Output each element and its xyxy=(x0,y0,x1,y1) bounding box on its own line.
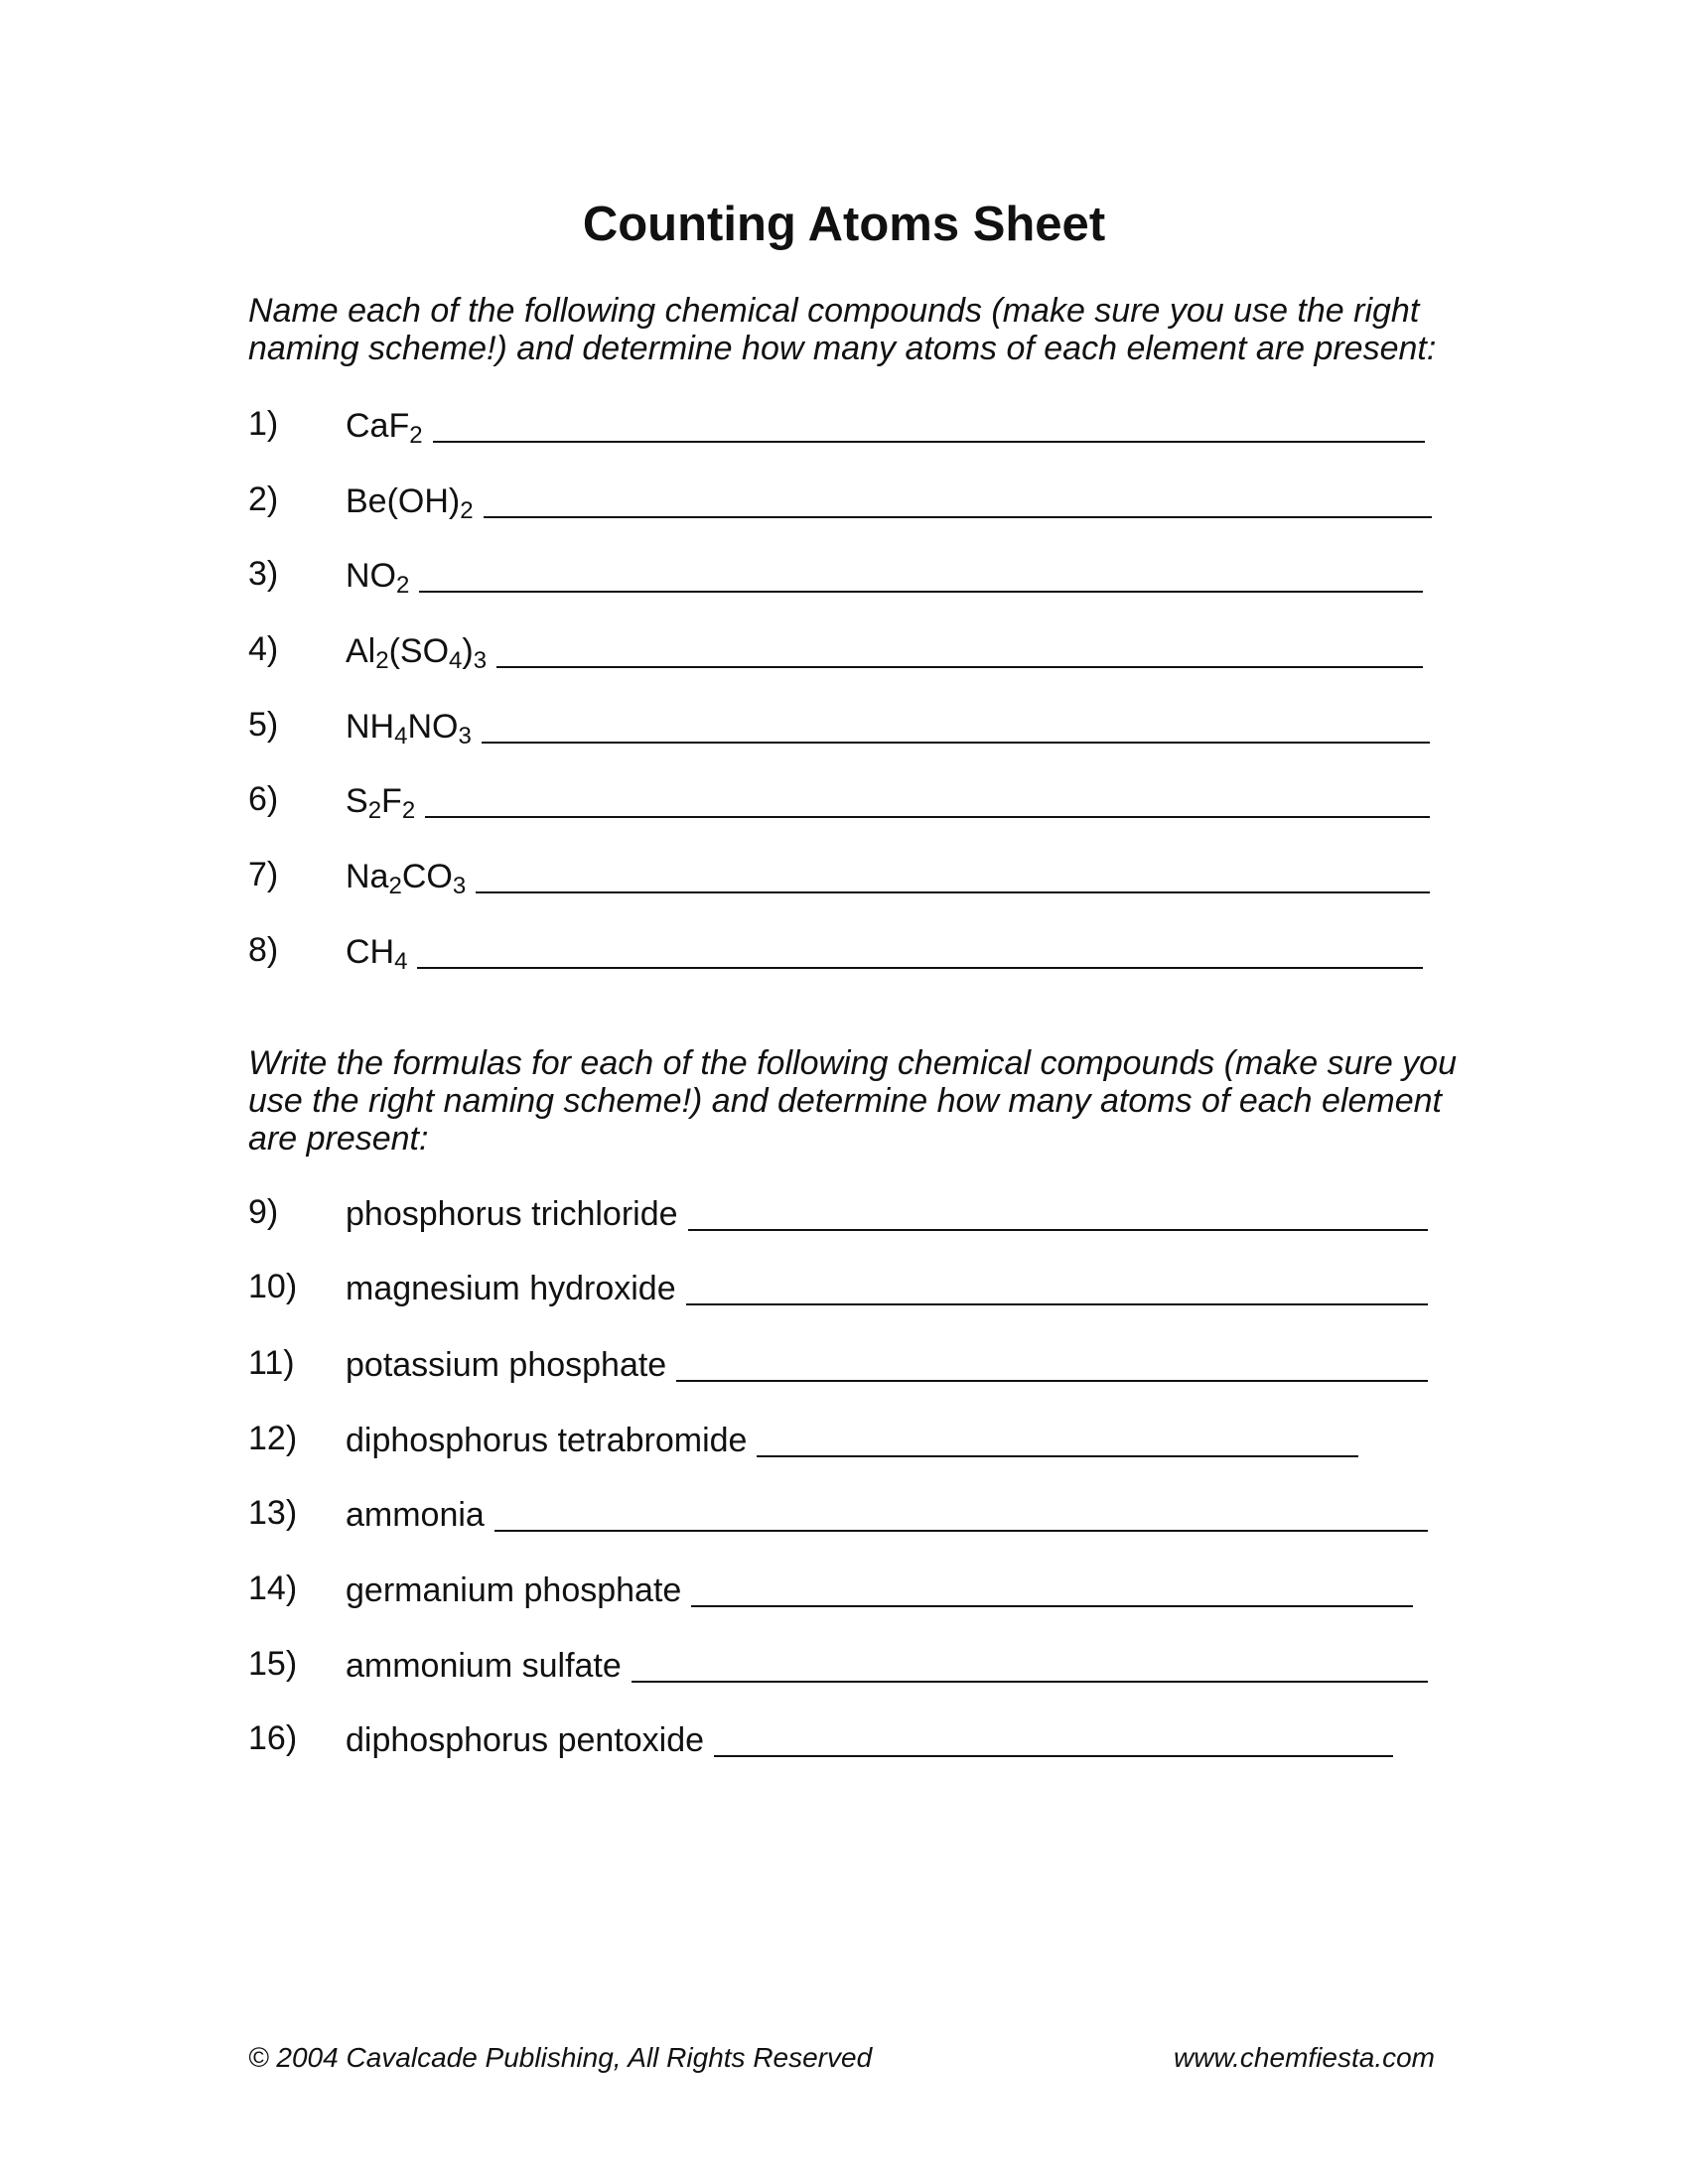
page-title: Counting Atoms Sheet xyxy=(582,198,1106,251)
section2-instructions: Write the formulas for each of the following chemical compounds (make sure you use the right naming scheme!) and determine how many atoms of each element are present: xyxy=(248,1044,1457,1158)
formula-subscript: 2 xyxy=(388,873,402,899)
question-content xyxy=(346,626,1423,674)
question-content xyxy=(346,1340,1428,1388)
question-number: 14) xyxy=(248,1570,298,1607)
answer-blank-line[interactable] xyxy=(476,858,1430,893)
formula-part: Al xyxy=(346,632,376,670)
question-content xyxy=(346,1715,1393,1763)
compound-name: phosphorus trichloride xyxy=(346,1195,678,1233)
answer-blank-line[interactable] xyxy=(757,1422,1358,1457)
chemical-formula xyxy=(346,557,410,599)
question-number: 13) xyxy=(248,1494,298,1532)
question-content xyxy=(346,551,1423,599)
answer-blank-line[interactable] xyxy=(417,933,1423,969)
question-content xyxy=(346,1416,1358,1463)
answer-blank-line[interactable] xyxy=(686,1270,1428,1305)
compound-name: germanium phosphate xyxy=(346,1571,682,1609)
question-content xyxy=(346,702,1430,750)
question-number: 15) xyxy=(248,1645,298,1683)
copyright-notice: © 2004 Cavalcade Publishing, All Rights Reserved xyxy=(248,2042,873,2073)
formula-subscript: 2 xyxy=(396,572,410,599)
question-content xyxy=(346,1264,1428,1311)
question-number: 16) xyxy=(248,1719,298,1757)
answer-blank-line[interactable] xyxy=(433,407,1425,443)
formula-part: NO xyxy=(407,708,459,746)
formula-part: NO xyxy=(346,557,396,595)
question-number: 9) xyxy=(248,1193,279,1231)
formula-part: Na xyxy=(346,858,389,895)
formula-part: S xyxy=(346,782,368,820)
question-number: 7) xyxy=(248,856,279,893)
formula-part: NH xyxy=(346,708,395,746)
formula-subscript: 3 xyxy=(458,723,472,750)
answer-blank-line[interactable] xyxy=(484,482,1432,518)
question-content xyxy=(346,401,1425,449)
formula-part: Be(OH) xyxy=(346,482,461,520)
question-number: 1) xyxy=(248,405,279,443)
answer-blank-line[interactable] xyxy=(425,782,1430,818)
question-content xyxy=(346,927,1423,975)
chemical-formula xyxy=(346,407,423,449)
question-number: 2) xyxy=(248,480,279,518)
formula-subscript: 2 xyxy=(375,647,389,674)
answer-blank-line[interactable] xyxy=(714,1721,1393,1757)
formula-subscript: 3 xyxy=(452,873,467,899)
formula-part: CO xyxy=(401,858,453,895)
compound-name: ammonium sulfate xyxy=(346,1647,622,1685)
question-number: 5) xyxy=(248,706,279,744)
compound-name: diphosphorus tetrabromide xyxy=(346,1422,748,1459)
question-content xyxy=(346,852,1430,899)
formula-subscript: 2 xyxy=(367,797,382,824)
answer-blank-line[interactable] xyxy=(496,632,1423,668)
formula-subscript: 2 xyxy=(401,797,416,824)
chemical-formula xyxy=(346,632,488,674)
question-content xyxy=(346,1641,1428,1689)
website-url: www.chemfiesta.com xyxy=(1174,2042,1435,2073)
compound-name: potassium phosphate xyxy=(346,1346,667,1384)
answer-blank-line[interactable] xyxy=(691,1571,1413,1607)
answer-blank-line[interactable] xyxy=(676,1346,1428,1382)
question-number: 11) xyxy=(248,1344,295,1382)
compound-name: ammonia xyxy=(346,1496,485,1534)
formula-part: F xyxy=(381,782,402,820)
question-content xyxy=(346,1490,1428,1538)
chemical-formula xyxy=(346,782,416,824)
answer-blank-line[interactable] xyxy=(482,708,1430,744)
formula-subscript: 4 xyxy=(449,647,463,674)
chemical-formula xyxy=(346,482,474,524)
formula-subscript: 4 xyxy=(394,948,408,975)
compound-name: diphosphorus pentoxide xyxy=(346,1721,705,1759)
formula-part: ) xyxy=(462,632,474,670)
answer-blank-line[interactable] xyxy=(419,557,1423,593)
answer-blank-line[interactable] xyxy=(494,1496,1428,1532)
formula-subscript: 4 xyxy=(394,723,408,750)
formula-subscript: 2 xyxy=(409,422,423,449)
answer-blank-line[interactable] xyxy=(632,1647,1428,1683)
section1-instructions: Name each of the following chemical compounds (make sure you use the right naming scheme!) and determine how many atoms of each element are present: xyxy=(248,292,1437,367)
question-content xyxy=(346,1566,1413,1613)
formula-part: Ca xyxy=(346,407,389,445)
formula-subscript: 2 xyxy=(460,497,474,524)
chemical-formula xyxy=(346,933,408,975)
question-content xyxy=(346,477,1432,524)
question-number: 8) xyxy=(248,931,279,969)
compound-name: magnesium hydroxide xyxy=(346,1270,676,1307)
formula-part: (SO xyxy=(388,632,450,670)
formula-part: F xyxy=(388,407,410,445)
question-content xyxy=(346,1189,1428,1237)
chemical-formula xyxy=(346,708,472,750)
question-number: 12) xyxy=(248,1420,298,1457)
question-number: 6) xyxy=(248,780,279,818)
question-number: 4) xyxy=(248,630,279,668)
question-content xyxy=(346,776,1430,824)
formula-subscript: 3 xyxy=(473,647,488,674)
answer-blank-line[interactable] xyxy=(688,1195,1428,1231)
formula-part: CH xyxy=(346,933,395,971)
question-number: 10) xyxy=(248,1268,298,1305)
question-number: 3) xyxy=(248,555,279,593)
chemical-formula xyxy=(346,858,467,899)
